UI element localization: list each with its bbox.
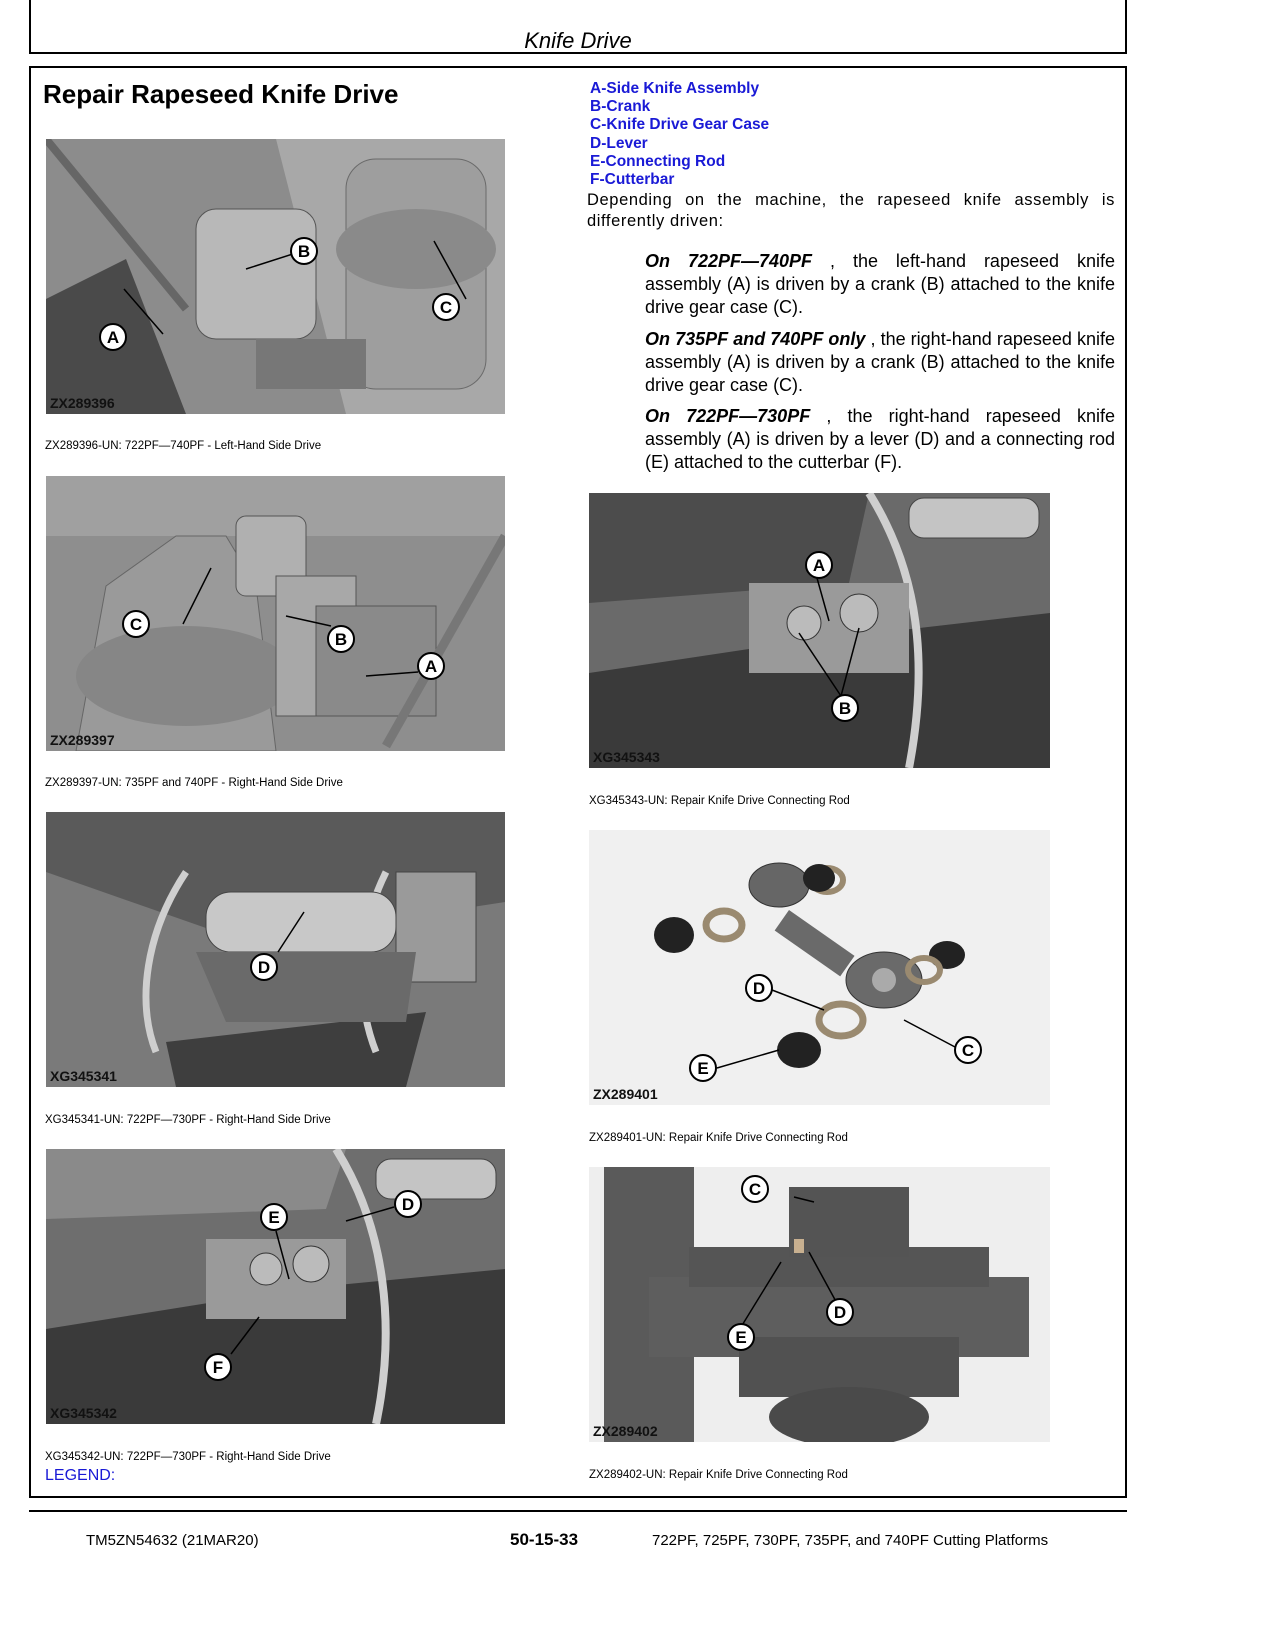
svg-text:C: C [129, 615, 143, 634]
figure-code: ZX289402 [593, 1423, 658, 1439]
callout-e [690, 1055, 716, 1081]
svg-text:C: C [439, 298, 453, 317]
figure-code: ZX289396 [50, 395, 115, 411]
legend-item-d[interactable]: D-Lever [590, 134, 648, 152]
figure-xg345341-photo [46, 812, 505, 1087]
figure-caption: XG345341-UN: 722PF—730PF - Right-Hand Side Drive [45, 1114, 331, 1126]
figure-xg345343-photo [589, 493, 1050, 768]
legend-item-e[interactable]: E-Connecting Rod [590, 152, 726, 170]
callout-a [418, 653, 444, 679]
svg-text:A: A [424, 657, 438, 676]
figure-code: XG345342 [50, 1405, 117, 1421]
page-title: Repair Rapeseed Knife Drive [43, 79, 399, 109]
note-text: , the left-hand rapeseed knife assembly (A) is driven by a crank (B) attached to the knife drive gear case (C). [645, 251, 1115, 317]
callout-d [746, 975, 772, 1001]
figure-caption: ZX289401-UN: Repair Knife Drive Connecting Rod [589, 1132, 848, 1144]
legend-list [590, 80, 769, 189]
callout-c [123, 611, 149, 637]
svg-text:B: B [334, 630, 348, 649]
legend-item-f[interactable]: F-Cutterbar [590, 171, 675, 189]
legend-item-c[interactable]: C-Knife Drive Gear Case [590, 116, 770, 134]
svg-text:D: D [833, 1303, 847, 1322]
figure-code: ZX289397 [50, 732, 115, 748]
section-title: Knife Drive [524, 28, 632, 53]
note-text: , the right-hand rapeseed knife assembly (A) is driven by a crank (B) attached to the knife drive gear case (C). [645, 329, 1115, 395]
callout-a [100, 324, 126, 350]
callout-a [806, 552, 832, 578]
callout-d [827, 1299, 853, 1325]
svg-text:D: D [257, 958, 271, 977]
callout-b [328, 626, 354, 652]
figure-caption: XG345342-UN: 722PF—730PF - Right-Hand Side Drive [45, 1451, 331, 1463]
figure-caption: ZX289402-UN: Repair Knife Drive Connecting Rod [589, 1469, 848, 1481]
svg-text:F: F [212, 1358, 224, 1377]
note-lead: On 722PF—740PF [645, 251, 813, 271]
legend-item-b[interactable]: B-Crank [590, 98, 651, 116]
note-lead: On 735PF and 740PF only [645, 329, 866, 349]
legend-item-a[interactable]: A-Side Knife Assembly [590, 80, 760, 97]
callout-f [205, 1354, 231, 1380]
figure-zx289401-photo [589, 830, 1050, 1105]
figure-code: XG345341 [50, 1068, 117, 1084]
footer-doc-id: TM5ZN54632 (21MAR20) [86, 1532, 259, 1549]
figure-code: ZX289401 [593, 1086, 658, 1102]
note-722-730 [645, 405, 1115, 474]
note-text: , the right-hand rapeseed knife assembly (A) is driven by a lever (D) and a connecting rod (E) attached to the cutterbar (F). [645, 406, 1115, 472]
callout-d [251, 954, 277, 980]
figure-caption: XG345343-UN: Repair Knife Drive Connecting Rod [589, 795, 850, 807]
footer-rule [29, 1510, 1127, 1512]
svg-text:B: B [297, 242, 311, 261]
callout-d [395, 1191, 421, 1217]
figure-caption: ZX289396-UN: 722PF—740PF - Left-Hand Side Drive [45, 440, 322, 452]
callout-b [832, 695, 858, 721]
figure-zx289397-photo [46, 476, 505, 751]
note-lead: On 722PF—730PF [645, 406, 811, 426]
figure-zx289402-photo [589, 1167, 1050, 1442]
callout-e [728, 1324, 754, 1350]
figure-zx289396-photo [46, 139, 505, 414]
callout-b [291, 238, 317, 264]
intro-paragraph: Depending on the machine, the rapeseed knife assembly is differently driven: [587, 191, 1115, 230]
svg-text:A: A [812, 556, 826, 575]
svg-text:E: E [268, 1208, 280, 1227]
legend-label: LEGEND: [45, 1467, 116, 1484]
svg-text:E: E [735, 1328, 747, 1347]
figure-xg345342-photo [46, 1149, 505, 1424]
svg-text:E: E [697, 1059, 709, 1078]
svg-text:C: C [961, 1041, 975, 1060]
callout-c [955, 1037, 981, 1063]
callout-e [261, 1204, 287, 1230]
svg-text:A: A [106, 328, 120, 347]
callout-c [742, 1176, 768, 1202]
footer-page-number: 50-15-33 [510, 1530, 579, 1549]
svg-text:B: B [838, 699, 852, 718]
figure-caption: ZX289397-UN: 735PF and 740PF - Right-Hand Side Drive [45, 777, 343, 789]
note-735-740 [645, 328, 1115, 397]
callout-c [433, 294, 459, 320]
note-722-740 [645, 250, 1115, 319]
svg-text:C: C [748, 1180, 762, 1199]
footer-platforms: 722PF, 725PF, 730PF, 735PF, and 740PF Cutting Platforms [652, 1532, 1049, 1549]
svg-text:D: D [752, 979, 766, 998]
svg-text:D: D [401, 1195, 415, 1214]
figure-code: XG345343 [593, 749, 660, 765]
